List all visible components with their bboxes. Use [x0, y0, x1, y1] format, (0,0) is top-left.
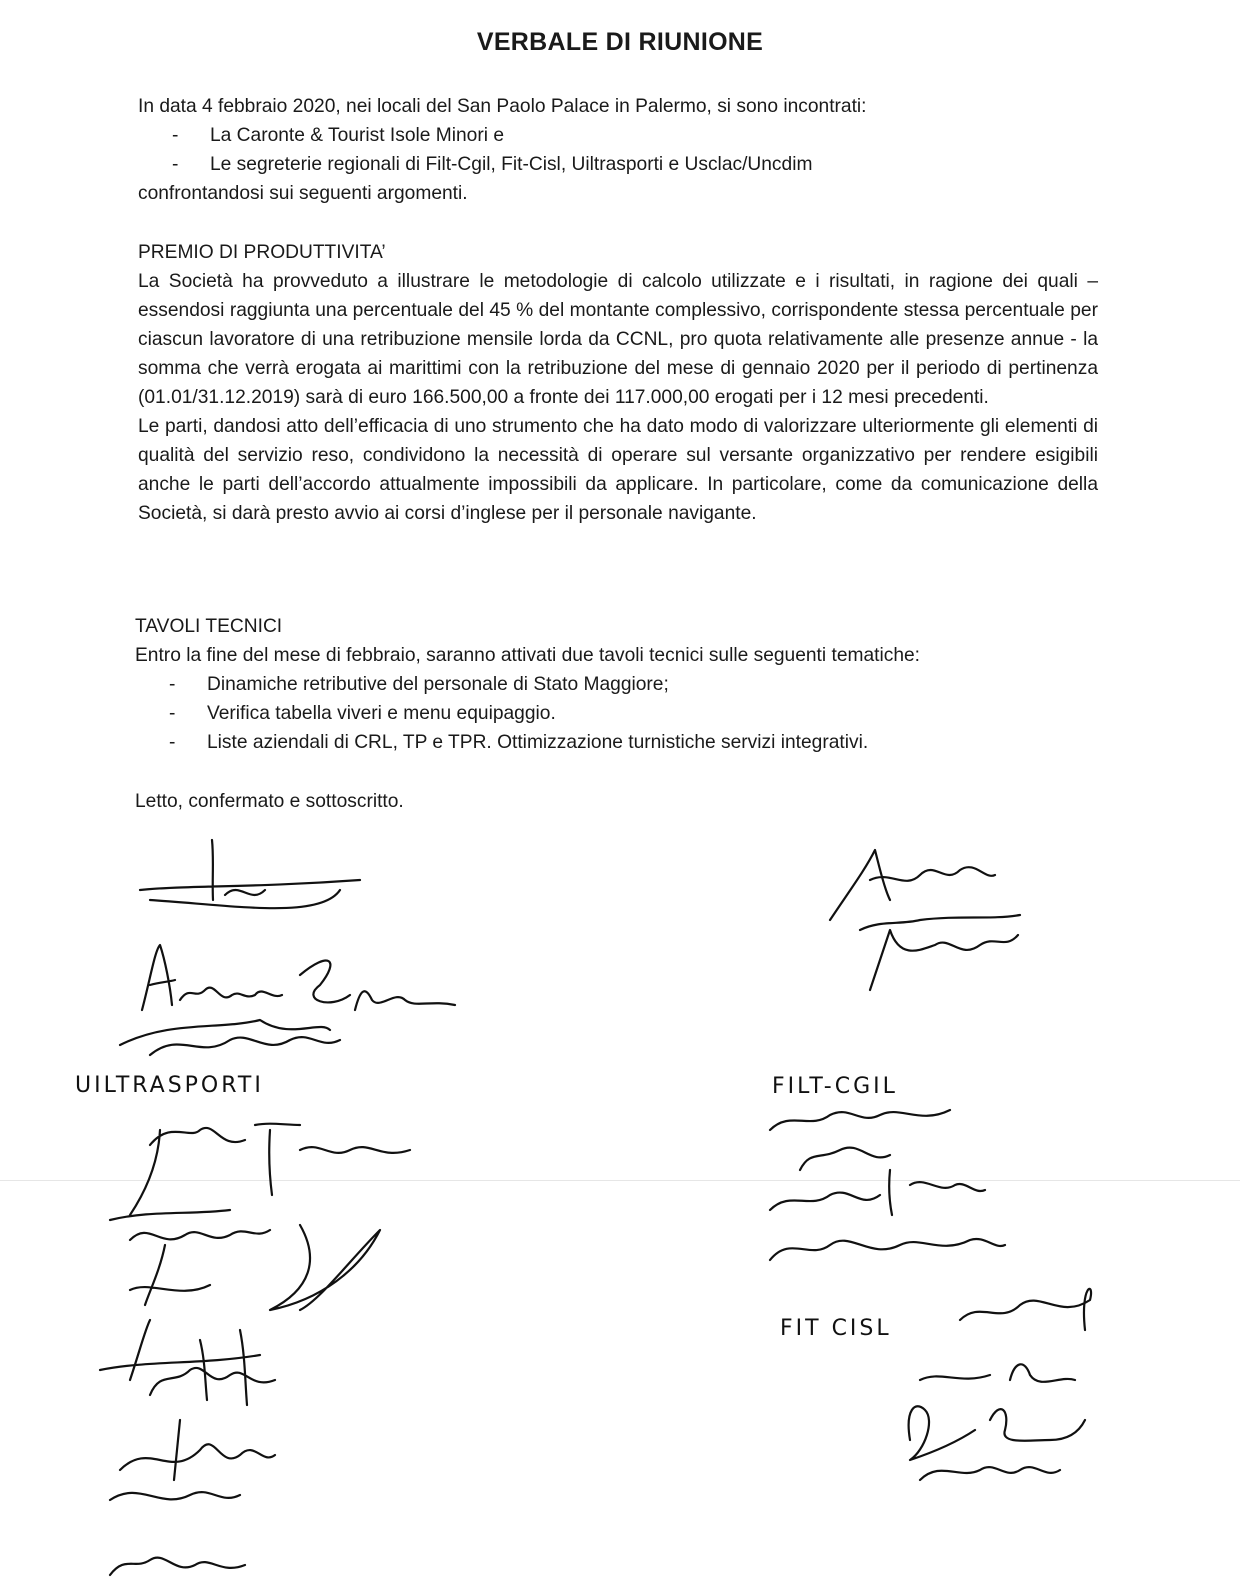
svg-text:FILT-CGIL: FILT-CGIL — [772, 1074, 898, 1099]
signature-left-4 — [110, 1210, 380, 1310]
list-item: - Dinamiche retributive del personale di Stato Maggiore; — [135, 670, 1095, 699]
uiltrasporti-label — [75, 1073, 264, 1098]
list-item: - La Caronte & Tourist Isole Minori e — [138, 121, 1098, 150]
intro-line: In data 4 febbraio 2020, nei locali del San Paolo Palace in Palermo, si sono incontrati: — [138, 96, 867, 117]
svg-text:UILTRASPORTI: UILTRASPORTI — [75, 1073, 264, 1098]
signature-right-3 — [909, 1289, 1091, 1480]
signature-right-2 — [770, 1110, 1005, 1260]
fit-cisl-label — [780, 1316, 892, 1341]
signature-left-6 — [110, 1420, 275, 1575]
section-heading-premio: PREMIO DI PRODUTTIVITA’ — [138, 242, 386, 263]
signature-left-2 — [120, 945, 455, 1055]
intro-closing: confrontandosi sui seguenti argomenti. — [138, 183, 468, 204]
signature-right-1 — [830, 850, 1020, 990]
document-title: VERBALE DI RIUNIONE — [476, 28, 764, 56]
svg-text:FIT CISL: FIT CISL — [780, 1316, 892, 1341]
section-heading-tavoli: TAVOLI TECNICI — [135, 616, 283, 637]
tavoli-intro: Entro la fine del mese di febbraio, saranno attivati due tavoli tecnici sulle seguenti tematiche: — [135, 645, 921, 666]
list-item: - Liste aziendali di CRL, TP e TPR. Ottimizzazione turnistiche servizi integrativi. — [135, 728, 1095, 757]
closing-line: Letto, confermato e sottoscritto. — [135, 791, 404, 812]
list-item: - Verifica tabella viveri e menu equipaggio. — [135, 699, 1095, 728]
signature-left-5 — [100, 1320, 275, 1405]
signature-left-1 — [140, 840, 360, 908]
signature-left-3 — [130, 1124, 410, 1215]
premio-paragraph-2: Le parti, dandosi atto dell’efficacia di uno strumento che ha dato modo di valorizzare ulteriormente gli elementi di qualità del servizio reso, condividono la necessità di operare sul versante organizzativo per rendere esigibili anche le parti dell’accordo attualmente impossibili da applicare. In particolare, come da comunicazione della Società, si darà presto avvio ai corsi d’inglese per il personale navigante. — [138, 416, 1098, 524]
premio-paragraph-1: La Società ha provveduto a illustrare le metodologie di calcolo utilizzate e i risultati, in ragione dei quali – essendosi raggiunta una percentuale del 45 % del montante complessivo, corrispondente stessa percentuale per ciascun lavoratore di una retribuzione mensile lorda da CCNL, pro quota relativamente alle presenze annue - la somma che verrà erogata ai marittimi con la retribuzione del mese di gennaio 2020 per il periodo di pertinenza (01.01/31.12.2019) sarà di euro 166.500,00 a fronte dei 117.000,00 erogati per i 12 mesi precedenti. — [138, 271, 1098, 408]
filt-cgil-label — [772, 1074, 898, 1099]
list-item: - Le segreterie regionali di Filt-Cgil, Fit-Cisl, Uiltrasporti e Usclac/Uncdim — [138, 150, 1098, 179]
